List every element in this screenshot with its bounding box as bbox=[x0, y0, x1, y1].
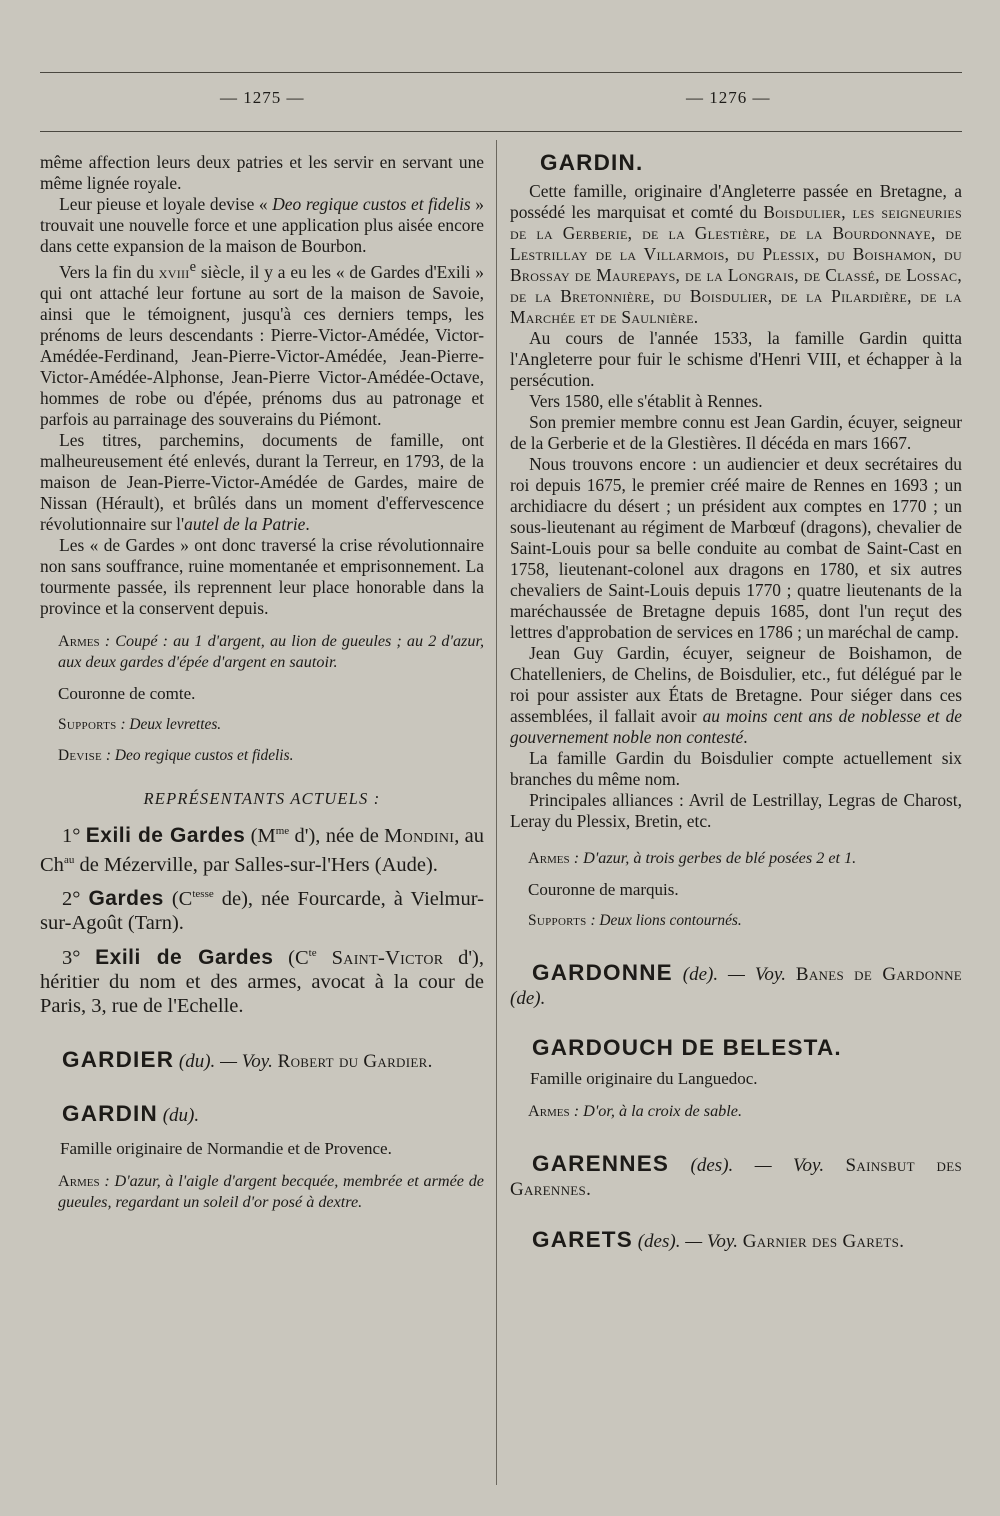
supports-line: Supports : Deux lions contournés. bbox=[528, 912, 742, 929]
entry-gardier: GARDIER (du). — Voy. Robert du Gardier. bbox=[62, 1047, 433, 1073]
supports-line: Supports : Deux levrettes. bbox=[58, 715, 222, 733]
arms-line: Armes : D'azur, à l'aigle d'argent becquée, membrée et armée de gueules, regardant un soleil d'or posé à dextre. bbox=[58, 1172, 484, 1212]
representants-title: REPRÉSENTANTS ACTUELS : bbox=[143, 788, 381, 808]
paragraph: Au cours de l'année 1533, la famille Gardin quitta l'Angleterre pour fuir le schisme d'Henri VIII, et échapper à la persécution. bbox=[510, 328, 962, 390]
origin-line: Famille originaire du Languedoc. bbox=[530, 1069, 758, 1088]
paragraph: Nous trouvons encore : un audiencier et deux secrétaires du roi depuis 1675, le premier créé maire de Rennes en 1693 ; un archidiacre du désert ; un président aux comptes en 1770 ; un sous-lieutenant au régiment de Marbœuf (dragons), chevalier de Saint-Louis pour sa belle conduite au combat de Saint-Cast en 1758, lieutenant-colonel aux dragons en 1780, et six autres chevaliers de Saint-Louis depuis 1770 ; quatre lieutenants de la maréchaussée de Bretagne depuis 1685, dont l'un reçut des lettres d'approbation de services en 1786 ; un maréchal de camp. bbox=[510, 454, 962, 642]
paragraph: Cette famille, originaire d'Angleterre passée en Bretagne, a possédé les marquisat et comté du Boisdulier, les seigneuries de la Gerberie, de la Glestière, de la Bourdonnaye, de Lestrillay de la Villarmois, du Plessix, du Boishamon, du Brossay de Maurepays, de la Longrais, de Classé, de Lossac, de la Bretonnière, du Boisdulier, de la Pilardière, de la Marchée et de Saulnière. bbox=[510, 181, 962, 327]
left-page-number: — 1275 — bbox=[220, 88, 305, 107]
paragraph: La famille Gardin du Boisdulier compte actuellement six branches du même nom. bbox=[510, 748, 962, 789]
arms-line: Armes : D'azur, à trois gerbes de blé posées 2 et 1. bbox=[528, 849, 857, 867]
header-rule bbox=[40, 131, 962, 132]
couronne-line: Couronne de marquis. bbox=[528, 880, 679, 899]
entry-gardin-du: GARDIN (du). bbox=[62, 1101, 200, 1127]
representative-entry: 1° Exili de Gardes ($M^{me}$ d'), née de Mondini, au $Ch^{au}$ de Mézerville, par Salles-sur-l'Hers (Aude). bbox=[40, 823, 484, 876]
right-page-number: — 1276 — bbox=[686, 88, 771, 107]
right-column bbox=[510, 152, 962, 1254]
representative-entry: 3° Exili de Gardes ($C^{te}$ Saint-Victor d'), héritier du nom et des armes, avocat à la cour de Paris, 3, rue de l'Echelle. bbox=[40, 946, 484, 1018]
arms-line: Armes : D'or, à la croix de sable. bbox=[528, 1102, 743, 1120]
devise-line: Devise : Deo regique custos et fidelis. bbox=[58, 746, 294, 764]
origin-line: Famille originaire de Normandie et de Provence. bbox=[60, 1139, 392, 1159]
left-column bbox=[40, 152, 484, 1213]
paragraph: Son premier membre connu est Jean Gardin, écuyer, seigneur de la Gerberie et de la Glestières. Il décéda en mars 1667. bbox=[510, 412, 962, 453]
paragraph: Jean Guy Gardin, écuyer, seigneur de Boishamon, de Chatelleniers, de Chelins, de Boisdulier, etc., fut délégué par le roi pour assister aux États de Bretagne. Pour siéger dans ces assemblées, il fallait avoir au moins cent ans de noblesse et de gouvernement noble non contesté. bbox=[510, 643, 962, 747]
representative-entry: 2° Gardes ($C^{tesse}$ de), née Fourcarde, à Vielmur-sur-Agoût (Tarn). bbox=[40, 887, 484, 935]
paragraph: Vers la fin du xviii$^e$ siècle, il y a eu les « de Gardes d'Exili » qui ont attaché leur fortune au sort de la maison de Savoie, ainsi que le témoignent, jusqu'à ces derniers temps, les prénoms de leurs descendants : Pierre-Victor-Amédée, Victor-Amédée-Ferdinand, Jean-Pierre-Victor-Amédée, Jean-Pierre-Victor-Amédée-Alphonse, Jean-Pierre Victor-Amédée-Octave, hommes de robe ou d'épée, prénoms dus au patronage et parfois au parrainage des souverains du Piémont. bbox=[40, 259, 484, 429]
top-rule bbox=[40, 72, 962, 73]
paragraph: Vers 1580, elle s'établit à Rennes. bbox=[529, 391, 763, 411]
couronne-line: Couronne de comte. bbox=[58, 683, 196, 703]
paragraph: Les titres, parchemins, documents de famille, ont malheureusement été enlevés, durant la Terreur, en 1793, de la maison de Jean-Pierre-Victor-Amédée de Gardes, maire de Nissan (Hérault), et brûlés dans un moment d'effervescence révolutionnaire sur l'autel de la Patrie. bbox=[40, 429, 484, 534]
headword-gardouch: GARDOUCH DE BELESTA. bbox=[532, 1035, 842, 1060]
paragraph: même affection leurs deux patries et les servir en servant une même lignée royale. bbox=[40, 152, 484, 193]
entry-garennes: GARENNES (des). — Voy. Sainsbut des Garennes. bbox=[510, 1151, 963, 1200]
paragraph: Leur pieuse et loyale devise « Deo regique custos et fidelis » trouvait une nouvelle force et une application plus aisée encore dans cette expansion de la maison de Bourbon. bbox=[40, 194, 484, 256]
column-divider bbox=[496, 140, 497, 1485]
paragraph: Les « de Gardes » ont donc traversé la crise révolutionnaire non sans souffrance, ruine momentanée et emprisonnement. La tourmente passée, ils reprennent leur place honorable dans la province et la conservent depuis. bbox=[40, 534, 484, 618]
entry-gardonne: GARDONNE (de). — Voy. Banes de Gardonne (de). bbox=[510, 960, 962, 1009]
headword-gardin: GARDIN. bbox=[540, 150, 644, 175]
paragraph: Principales alliances : Avril de Lestrillay, Legras de Charost, Leray du Plessix, Bretin, etc. bbox=[510, 790, 962, 831]
arms-line: Armes : Coupé : au 1 d'argent, au lion de gueules ; au 2 d'azur, aux deux gardes d'épée d'argent en sautoir. bbox=[58, 631, 484, 671]
entry-garets: GARETS (des). — Voy. Garnier des Garets. bbox=[532, 1227, 904, 1252]
